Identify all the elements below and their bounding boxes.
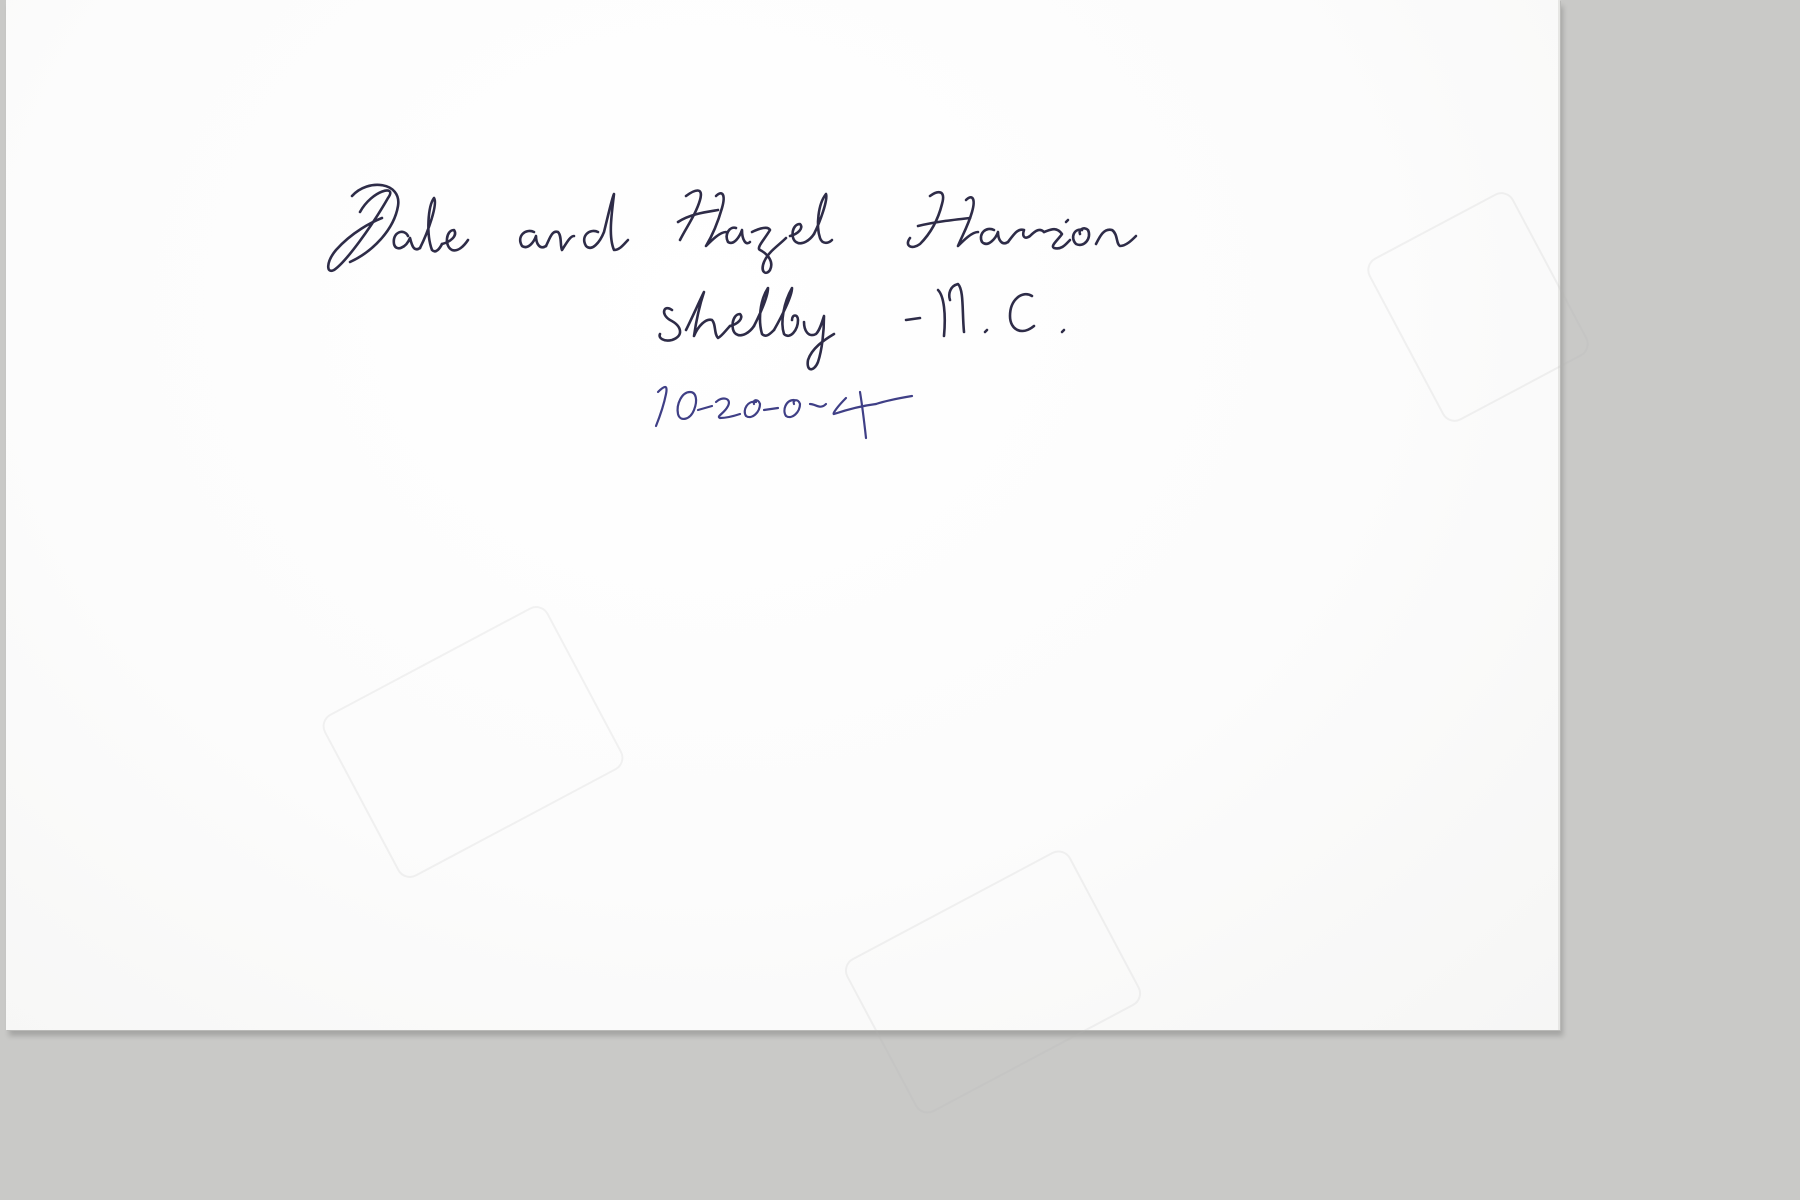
photo-card-back: [6, 0, 1560, 1030]
card-surface: [6, 0, 1558, 1030]
handwritten-date: [652, 380, 867, 434]
handwritten-place: [655, 283, 1024, 346]
handwritten-names: [330, 188, 1156, 262]
